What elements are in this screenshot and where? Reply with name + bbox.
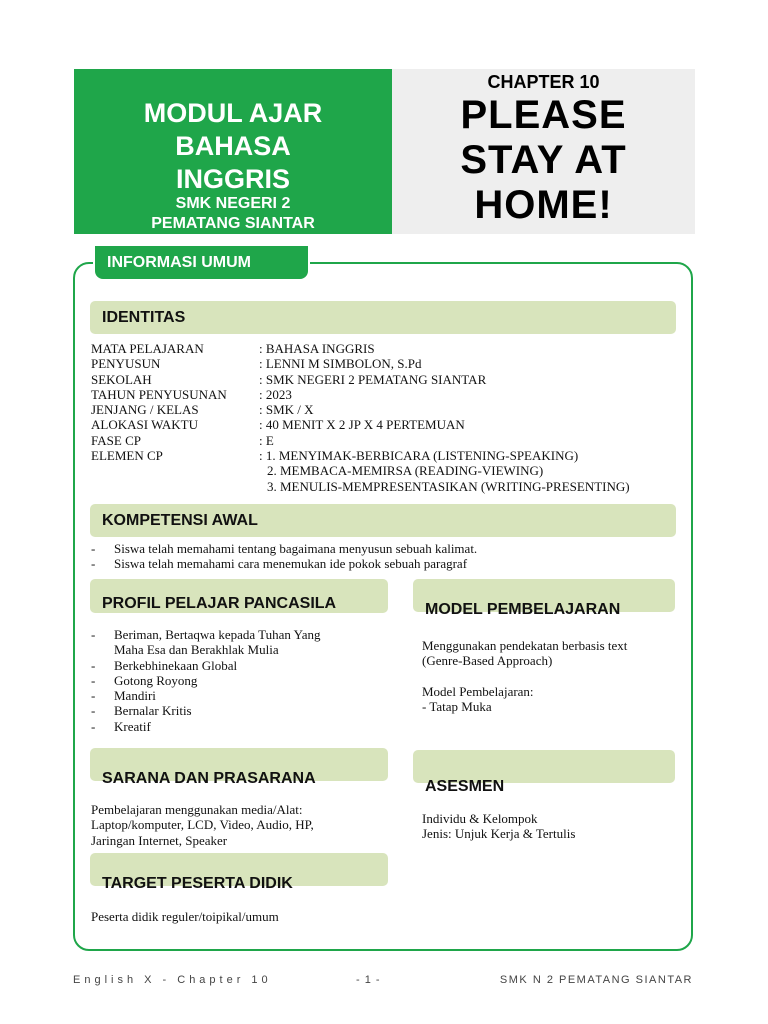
chapter-title-line-1: PLEASE: [460, 93, 627, 137]
chapter-title-line-2: STAY AT: [460, 138, 627, 182]
identitas-value: : BAHASA INGGRIS: [259, 341, 375, 356]
list-item: - Siswa telah memahami tentang bagaimana menyusun sebuah kalimat.: [91, 541, 477, 556]
list-item: - Mandiri: [91, 688, 321, 703]
model-heading-bar: [413, 579, 675, 618]
kompetensi-heading: KOMPETENSI AWAL: [102, 512, 258, 529]
identitas-row: [91, 356, 630, 371]
identitas-row: [91, 433, 630, 448]
identitas-value: : 40 MENIT X 2 JP X 4 PERTEMUAN: [259, 417, 465, 433]
text-line: Laptop/komputer, LCD, Video, Audio, HP,: [91, 817, 314, 833]
list-item: - Siswa telah memahami cara menemukan ide pokok sebuah paragraf: [91, 556, 477, 571]
footer-course: English X - Chapter 10: [73, 974, 272, 986]
identitas-row: [91, 448, 630, 463]
identitas-row: [91, 417, 630, 432]
sarana-text: [91, 802, 314, 848]
asesmen-heading: ASESMEN: [425, 778, 505, 795]
kompetensi-list: [91, 541, 477, 572]
identitas-label: TAHUN PENYUSUNAN: [91, 386, 227, 402]
module-title-line-1: MODUL AJAR: [143, 98, 323, 128]
text-line: [422, 669, 627, 684]
page-number: - 1 -: [356, 974, 381, 986]
list-item: - Berkebhinekaan Global: [91, 658, 321, 673]
target-text: Peserta didik reguler/toipikal/umum: [91, 909, 279, 924]
identitas-label: SEKOLAH: [91, 371, 152, 387]
elemen-cp-continuation: 3. MENULIS-MEMPRESENTASIKAN (WRITING-PRESENTING): [267, 478, 630, 494]
identitas-label: MATA PELAJARAN: [91, 341, 204, 356]
informasi-umum-label: INFORMASI UMUM: [107, 254, 251, 271]
identitas-table: [91, 341, 630, 494]
list-item-line: Maha Esa dan Berakhlak Mulia: [114, 642, 279, 658]
identitas-value: : SMK / X: [259, 402, 314, 418]
chapter-title-block: [392, 69, 695, 234]
target-heading-bar: [90, 853, 388, 892]
target-heading: TARGET PESERTA DIDIK: [102, 875, 293, 892]
informasi-umum-tab: [95, 246, 308, 279]
text-line: Jenis: Unjuk Kerja & Tertulis: [422, 826, 576, 842]
profil-list: [91, 627, 321, 734]
elemen-cp-continuation: 2. MEMBACA-MEMIRSA (READING-VIEWING): [267, 463, 544, 479]
identitas-row: [91, 387, 630, 402]
page-footer: [73, 974, 693, 990]
list-item: - Kreatif: [91, 719, 321, 734]
identitas-label: ELEMEN CP: [91, 448, 163, 464]
identitas-label: PENYUSUN: [91, 356, 161, 372]
profil-heading: PROFIL PELAJAR PANCASILA: [102, 595, 337, 612]
asesmen-text: [422, 811, 575, 842]
module-title-block: [74, 69, 392, 234]
text-line: - Tatap Muka: [422, 699, 492, 715]
text-line: Individu & Kelompok: [422, 811, 538, 826]
kompetensi-heading-bar: [90, 504, 676, 537]
list-item-line: - Beriman, Bertaqwa kepada Tuhan Yang: [114, 627, 321, 642]
text-line: Pembelajaran menggunakan media/Alat:: [91, 802, 303, 817]
list-item: - Bernalar Kritis: [91, 703, 321, 718]
identitas-value: : 2023: [259, 386, 292, 402]
profil-heading-bar: [90, 579, 388, 613]
identitas-label: ALOKASI WAKTU: [91, 417, 199, 433]
model-heading: MODEL PEMBELAJARAN: [425, 601, 621, 618]
identitas-value: : SMK NEGERI 2 PEMATANG SIANTAR: [259, 371, 487, 387]
chapter-label: CHAPTER 10: [487, 72, 600, 92]
school-name-line-2: PEMATANG SIANTAR: [151, 215, 315, 232]
text-line: Model Pembelajaran:: [422, 683, 534, 699]
identitas-value: : 1. MENYIMAK-BERBICARA (LISTENING-SPEAKING): [259, 448, 579, 464]
identitas-value: : LENNI M SIMBOLON, S.Pd: [259, 356, 422, 372]
footer-school: SMK N 2 PEMATANG SIANTAR: [499, 974, 693, 986]
sarana-heading-bar: [90, 748, 388, 787]
text-line: Jaringan Internet, Speaker: [91, 832, 228, 848]
chapter-title-line-3: HOME!: [474, 183, 613, 227]
module-title-line-2: BAHASA: [175, 131, 291, 161]
model-text: [422, 638, 627, 714]
text-line: (Genre-Based Approach): [422, 653, 553, 669]
asesmen-heading-bar: [413, 750, 675, 795]
identitas-label: FASE CP: [91, 432, 141, 448]
module-title-line-3: INGGRIS: [175, 164, 290, 194]
identitas-row: [91, 341, 630, 356]
school-name-line-1: SMK NEGERI 2: [175, 195, 291, 212]
identitas-label: JENJANG / KELAS: [91, 402, 199, 418]
text-line: Menggunakan pendekatan berbasis text: [422, 638, 628, 653]
identitas-row: [91, 372, 630, 387]
identitas-value: : E: [259, 432, 274, 448]
list-item: [91, 627, 321, 658]
list-item: - Gotong Royong: [91, 673, 321, 688]
sarana-heading: SARANA DAN PRASARANA: [102, 770, 316, 787]
identitas-heading: IDENTITAS: [102, 309, 186, 326]
identitas-row: [91, 402, 630, 417]
identitas-heading-bar: [90, 301, 676, 334]
